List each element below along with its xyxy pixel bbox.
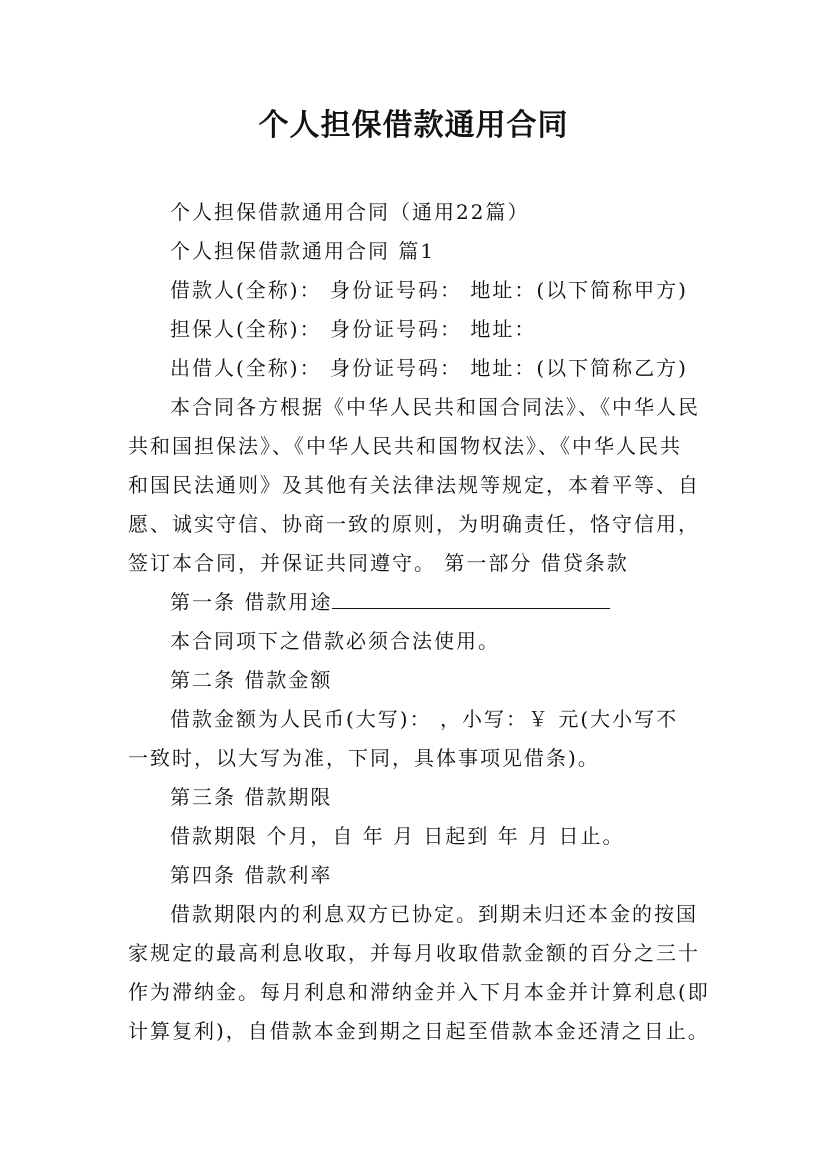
- article-4-body-4: 计算复利)，自借款本金到期之日起至借款本金还清之日止。: [128, 1019, 710, 1043]
- chapter-heading: 个人担保借款通用合同 篇1: [170, 239, 436, 263]
- article-1-body: 本合同项下之借款必须合法使用。: [170, 629, 500, 653]
- article-2-heading: 第二条 借款金额: [170, 668, 333, 692]
- preamble-line-1: 本合同各方根据《中华人民共和国合同法》、《中华人民: [170, 395, 700, 419]
- article-3-body: 借款期限 个月，自 年 月 日起到 年 月 日止。: [170, 824, 625, 848]
- preamble-line-3: 和国民法通则》及其他有关法律法规等规定，本着平等、自: [128, 473, 700, 497]
- article-4-heading: 第四条 借款利率: [170, 863, 333, 887]
- preamble-line-2: 共和国担保法》、《中华人民共和国物权法》、《中华人民共: [128, 434, 682, 458]
- borrower-line: 借款人(全称)： 身份证号码： 地址：(以下简称甲方): [170, 278, 688, 302]
- article-2-body-2: 一致时，以大写为准，下同，具体事项见借条)。: [128, 746, 600, 770]
- article-4-body-1: 借款期限内的利息双方已协定。到期未归还本金的按国: [170, 902, 698, 926]
- article-1-line: [170, 588, 770, 616]
- lender-line: 出借人(全称)： 身份证号码： 地址：(以下简称乙方): [170, 356, 688, 380]
- article-4-body-2: 家规定的最高利息收取，并每月收取借款金额的百分之三十: [128, 941, 700, 965]
- article-2-body-1: 借款金额为人民币(大写)： ，小写：￥ 元(大小写不: [170, 707, 679, 731]
- preamble-line-4: 愿、诚实守信、协商一致的原则，为明确责任，恪守信用，: [128, 512, 700, 536]
- guarantor-line: 担保人(全称)： 身份证号码： 地址：: [170, 317, 537, 341]
- purpose-blank: [332, 588, 610, 609]
- article-4-body-3: 作为滞纳金。每月利息和滞纳金并入下月本金并计算利息(即: [128, 980, 710, 1004]
- article-3-heading: 第三条 借款期限: [170, 785, 333, 809]
- subtitle-line: 个人担保借款通用合同（通用22篇）: [170, 200, 530, 224]
- article-1-heading: 第一条 借款用途: [170, 590, 333, 614]
- document-title: 个人担保借款通用合同: [258, 108, 569, 143]
- preamble-line-5: 签订本合同，并保证共同遵守。 第一部分 借贷条款: [128, 551, 629, 575]
